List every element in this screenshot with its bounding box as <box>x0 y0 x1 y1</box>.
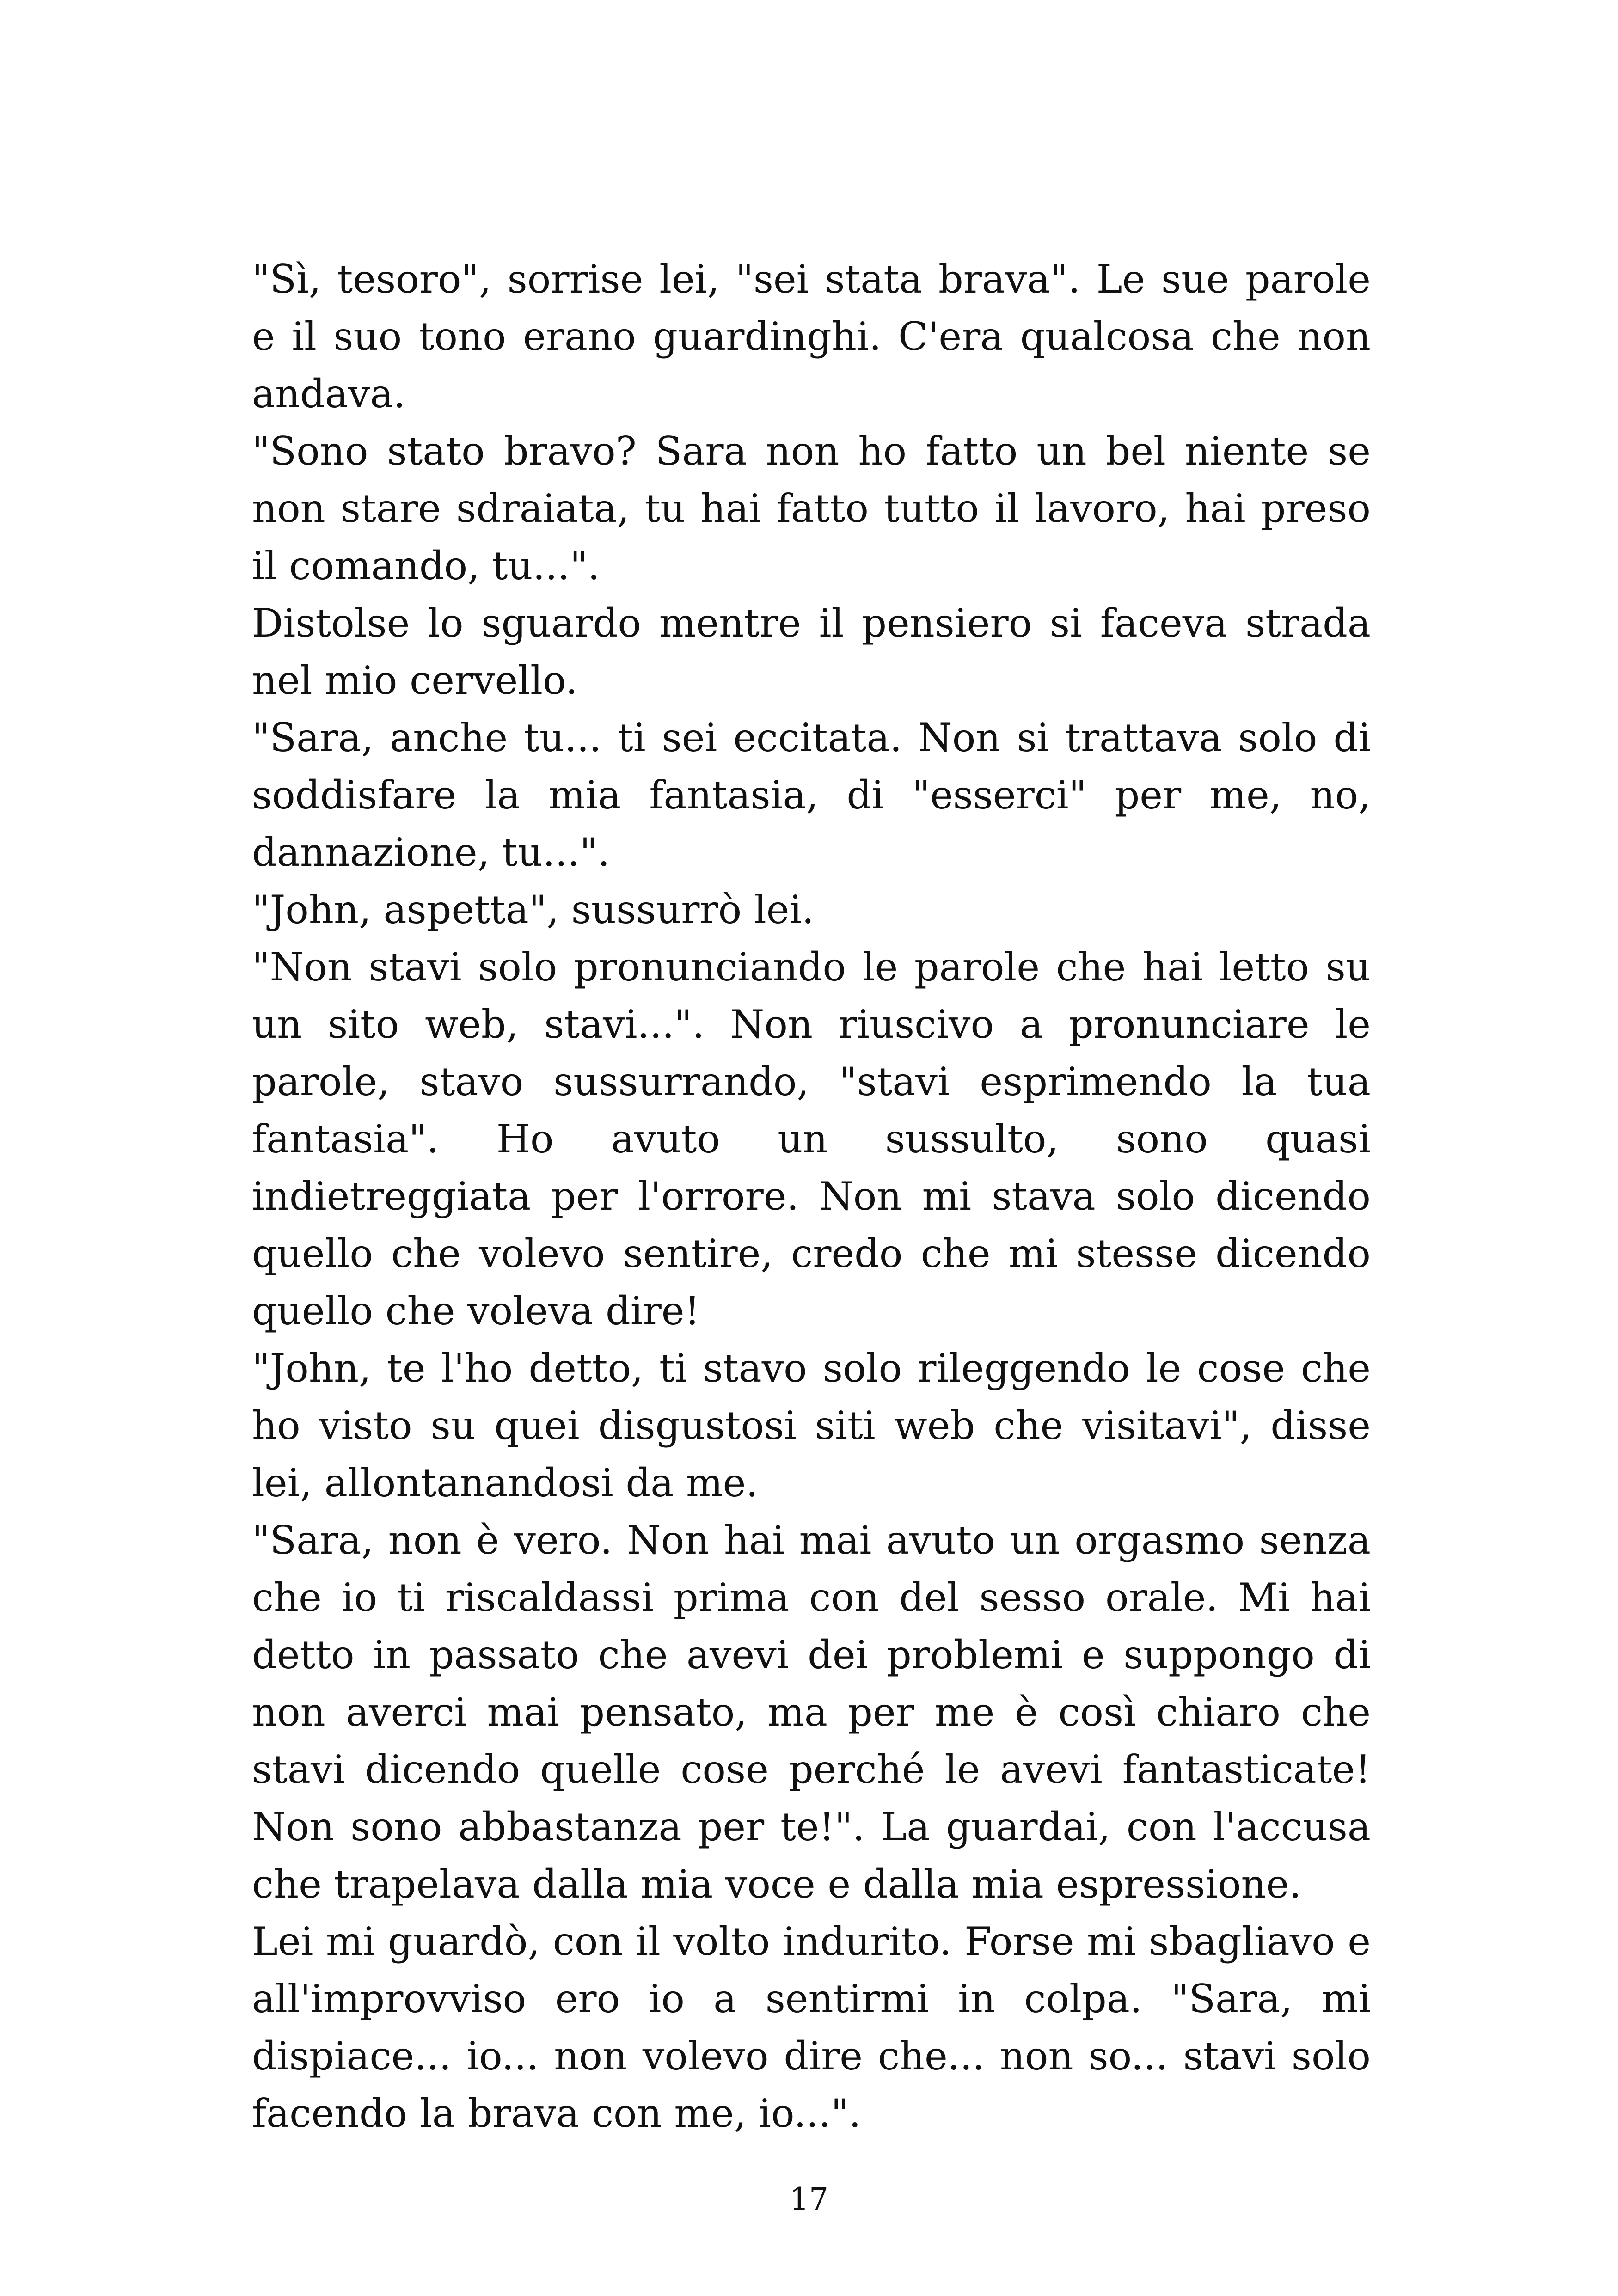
page-number: 17 <box>790 2181 828 2217</box>
paragraph: "Non stavi solo pronunciando le parole che hai letto su un sito web, stavi...". Non riuscivo a pronunciare le parole, stavo sussurrando, "stavi esprimendo la tua fantasia". Ho avuto un sussulto, sono quasi indietreggiata per l'orrore. Non mi stava solo dicendo quello che volevo sentire, credo che mi stesse dicendo quello che voleva dire! <box>252 944 1371 1334</box>
paragraph: "John, aspetta", sussurrò lei. <box>252 887 815 932</box>
paragraph: "Sono stato bravo? Sara non ho fatto un bel niente se non stare sdraiata, tu hai fatto tutto il lavoro, hai preso il comando, tu...". <box>252 429 1371 588</box>
paragraph: "Sì, tesoro", sorrise lei, "sei stata brava". Le sue parole e il suo tono erano guardinghi. C'era qualcosa che non andava. <box>252 257 1371 416</box>
paragraph: "Sara, non è vero. Non hai mai avuto un orgasmo senza che io ti riscaldassi prima con del sesso orale. Mi hai detto in passato che avevi dei problemi e suppongo di non averci mai pensato, ma per me è così chiaro che stavi dicendo quelle cose perché le avevi fantasticate! Non sono abbastanza per te!". La guardai, con l'accusa che trapelava dalla mia voce e dalla mia espressione. <box>252 1518 1371 1907</box>
paragraph: Lei mi guardò, con il volto indurito. Forse mi sbagliavo e all'improvviso ero io a sentirmi in colpa. "Sara, mi dispiace... io... non volevo dire che... non so... stavi solo facendo la brava con me, io...". <box>252 1919 1371 2136</box>
paragraph: "John, te l'ho detto, ti stavo solo rileggendo le cose che ho visto su quei disgustosi siti web che visitavi", disse lei, allontanandosi da me. <box>252 1346 1371 1506</box>
body-text <box>252 251 1371 2142</box>
paragraph: Distolse lo sguardo mentre il pensiero si faceva strada nel mio cervello. <box>252 600 1371 703</box>
paragraph: "Sara, anche tu... ti sei eccitata. Non si trattava solo di soddisfare la mia fantasia, di "esserci" per me, no, dannazione, tu...". <box>252 715 1371 875</box>
